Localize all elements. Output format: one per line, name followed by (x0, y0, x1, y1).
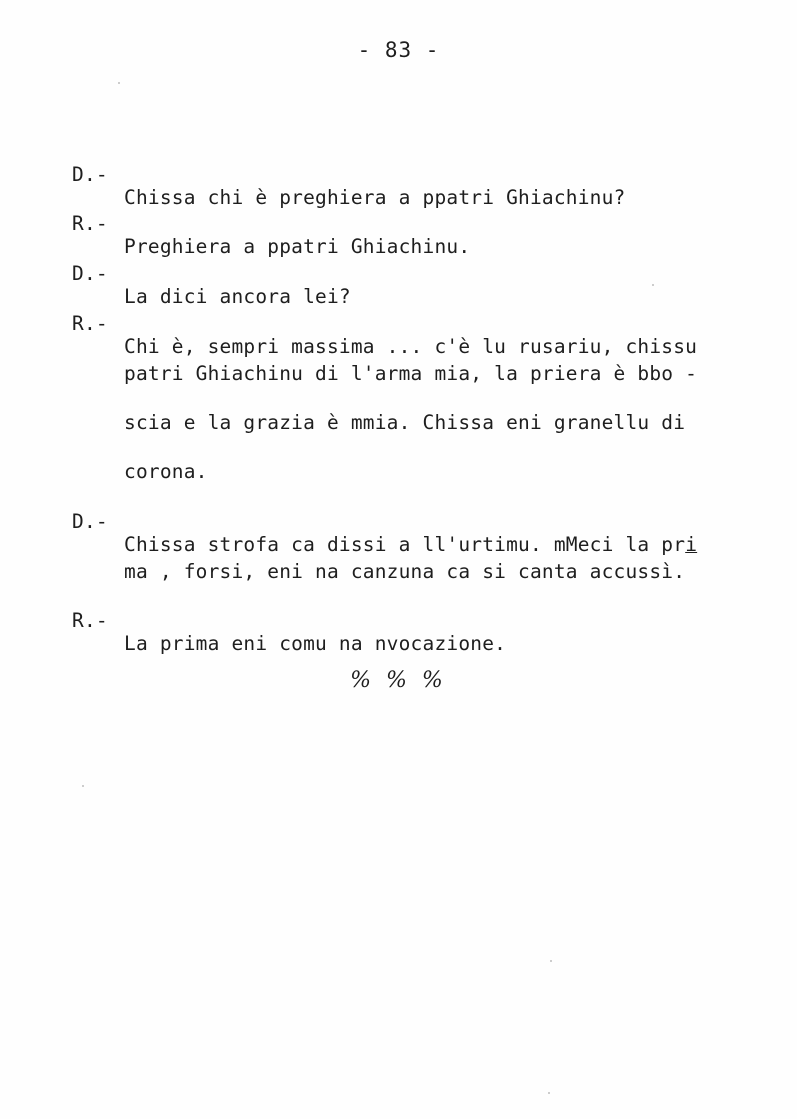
scan-speck (652, 284, 654, 286)
page-number: - 83 - (357, 38, 440, 62)
dialogue-line: ma , forsi, eni na canzuna ca si canta accussì. (124, 560, 686, 583)
dialogue-line: Chi è, sempri massima ... c'è lu rusariu, chissu (124, 335, 698, 358)
closing-mark: % % % (350, 668, 447, 693)
scan-speck (550, 960, 552, 962)
dialogue-line: La dici ancora lei? (124, 285, 351, 308)
dialogue-line (124, 533, 697, 556)
scan-speck (548, 1092, 550, 1094)
dialogue-line-text: Chissa strofa ca dissi a ll'urtimu. mMeci la pr (124, 533, 686, 556)
dialogue-entry-6 (0, 586, 507, 678)
dialogue-line: La prima eni comu na nvocazione. (124, 632, 507, 655)
dialogue-line-underlined-end (124, 533, 697, 556)
dialogue-line: scia e la grazia è mmia. Chissa eni granellu di (124, 411, 686, 434)
dialogue-line: patri Ghiachinu di l'arma mia, la priera è bbo - (124, 362, 698, 385)
speaker-label: R.- (72, 212, 108, 235)
underlined-fragment: i (685, 533, 698, 556)
speaker-label: R.- (72, 312, 108, 335)
dialogue-line: Chissa chi è preghiera a ppatri Ghiachinu? (124, 186, 626, 209)
speaker-label: D.- (72, 510, 108, 533)
dialogue-line: Preghiera a ppatri Ghiachinu. (124, 235, 471, 258)
scan-speck (118, 82, 120, 84)
speaker-label: R.- (72, 609, 108, 632)
speaker-label: D.- (72, 262, 108, 285)
dialogue-line: corona. (124, 460, 208, 483)
speaker-label: D.- (72, 163, 108, 186)
scan-speck (82, 785, 84, 787)
